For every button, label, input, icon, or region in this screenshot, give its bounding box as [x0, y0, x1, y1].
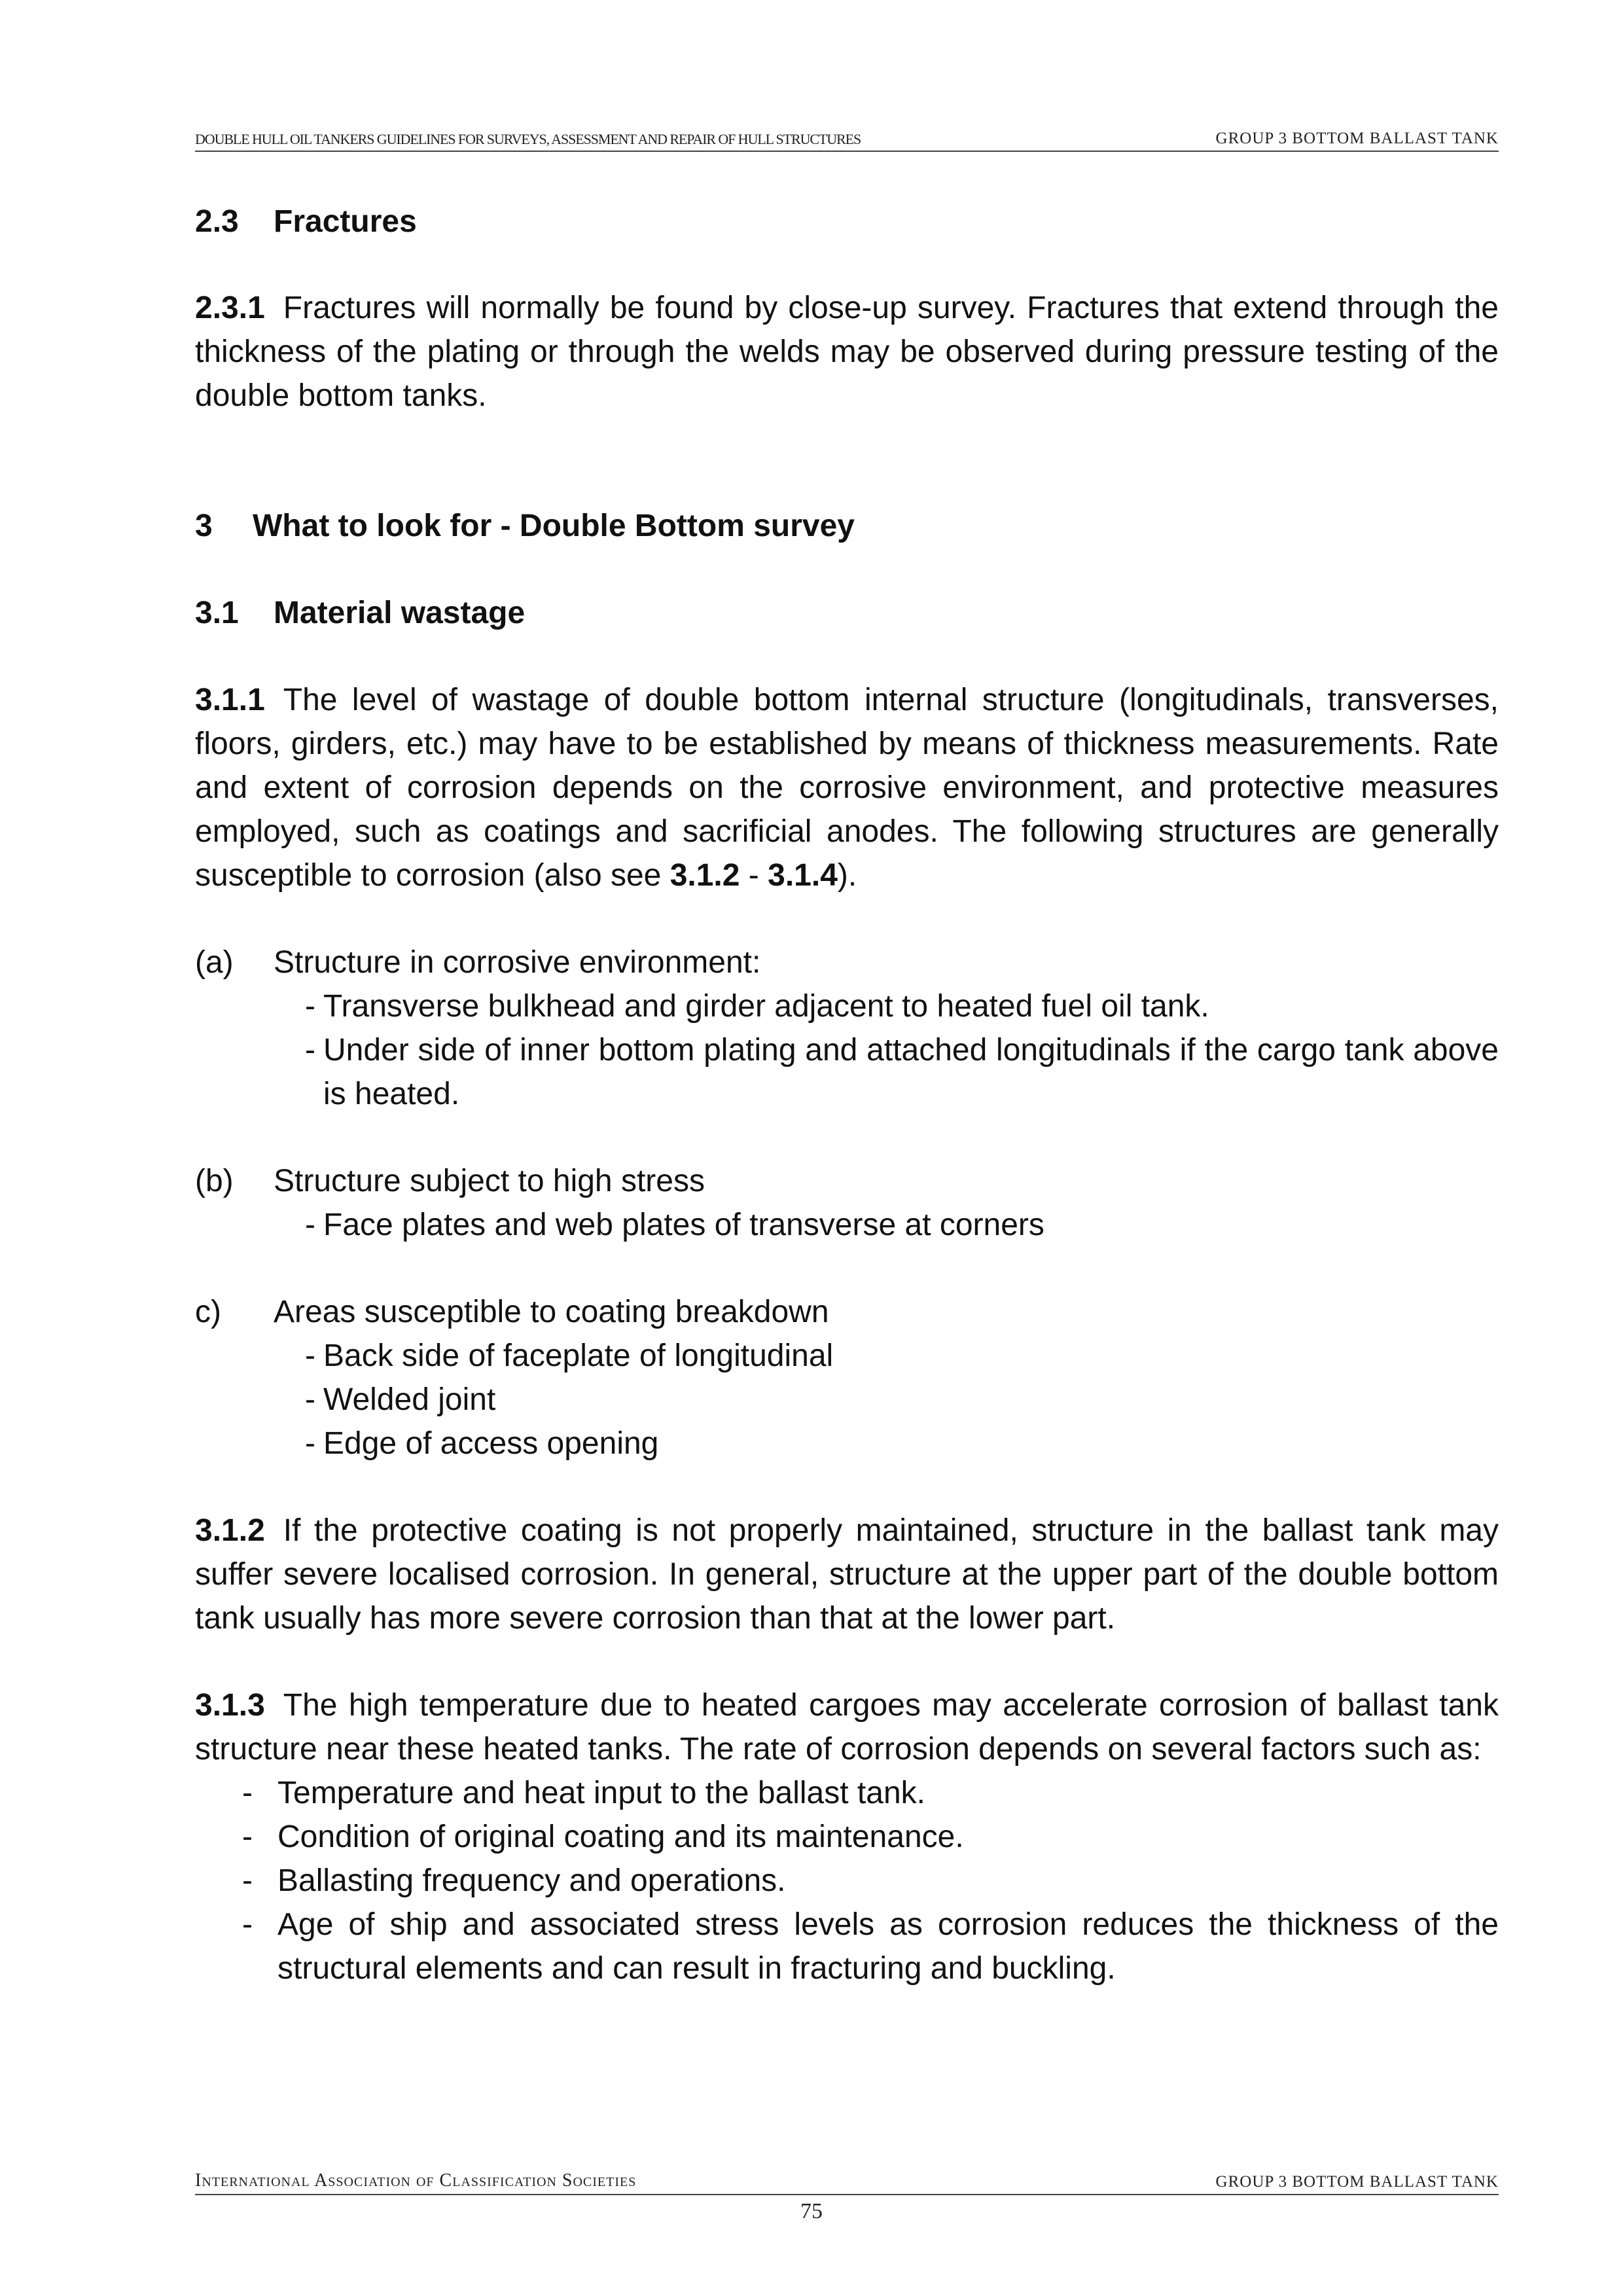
cross-reference: 3.1.2 — [669, 858, 740, 893]
paragraph-text: If the protective coating is not properly maintained, structure in the ballast tank may suffer severe localised corrosion. In general, structure at the upper part of the double bottom tank usually has more severe corrosion than that at the lower part. — [195, 1513, 1499, 1636]
section-number: 2.3 — [195, 204, 239, 239]
item-title: Structure subject to high stress — [274, 1164, 705, 1198]
paragraph-number: 2.3.1 — [195, 291, 265, 325]
paragraph-text: The high temperature due to heated cargoes may accelerate corrosion of ballast tank structure near these heated tanks. The rate of corrosion depends on several factors such as: — [195, 1688, 1499, 1767]
sub-item: - Under side of inner bottom plating and attached longitudinals if the cargo tank above is heated. — [305, 1033, 1499, 1111]
factor-item: - Condition of original coating and its maintenance. — [242, 1820, 964, 1854]
sub-item: - Back side of faceplate of longitudinal — [305, 1338, 834, 1373]
body-content — [195, 200, 1499, 1990]
section-3-heading — [195, 504, 1499, 548]
factor-list — [195, 1771, 1499, 1990]
sub-item-text: Face plates and web plates of transverse at corners — [323, 1208, 1044, 1242]
section-2-3-heading — [195, 200, 1499, 243]
list-item-a — [195, 941, 1499, 1116]
factor-text: Temperature and heat input to the ballast tank. — [277, 1776, 925, 1810]
sub-item-text: Back side of faceplate of longitudinal — [323, 1338, 834, 1373]
factor-text: Condition of original coating and its maintenance. — [277, 1820, 964, 1854]
section-title: What to look for - Double Bottom survey — [253, 509, 855, 543]
sub-item-text: Transverse bulkhead and girder adjacent to heated fuel oil tank. — [323, 989, 1209, 1024]
footer-section: GROUP 3 BOTTOM BALLAST TANK — [1215, 2173, 1499, 2191]
sub-item-text: Under side of inner bottom plating and attached longitudinals if the cargo tank above is heated. — [323, 1033, 1499, 1111]
section-number: 3 — [195, 509, 213, 543]
section-3-1-heading — [195, 591, 1499, 635]
item-label: (b) — [195, 1164, 234, 1198]
item-title: Structure in corrosive environment: — [274, 945, 761, 980]
list-item-b — [195, 1159, 1499, 1247]
footer-organization: International Association of Classification Societies — [195, 2170, 637, 2191]
factor-text: Ballasting frequency and operations. — [277, 1863, 786, 1898]
page-number: 75 — [800, 2199, 823, 2223]
sub-item: - Edge of access opening — [305, 1426, 659, 1461]
section-title: Fractures — [274, 204, 417, 239]
cross-reference: 3.1.4 — [768, 858, 838, 893]
paragraph-end: ). — [837, 858, 857, 893]
item-label: c) — [195, 1295, 221, 1329]
paragraph-number: 3.1.3 — [195, 1688, 265, 1723]
paragraph-3-1-2 — [195, 1509, 1499, 1640]
header-title: DOUBLE HULL OIL TANKERS GUIDELINES FOR SURVEYS, ASSESSMENT AND REPAIR OF HULL STRUCTURES — [195, 131, 861, 147]
factor-item: - Age of ship and associated stress levels as corrosion reduces the thickness of the structural elements and can result in fracturing and buckling. — [242, 1907, 1499, 1986]
paragraph-3-1-1 — [195, 678, 1499, 897]
running-header — [195, 128, 1499, 152]
sub-item-text: Edge of access opening — [323, 1426, 659, 1461]
reference-separator: - — [740, 858, 768, 893]
sub-item: - Welded joint — [305, 1382, 496, 1417]
factor-item: - Temperature and heat input to the ballast tank. — [242, 1776, 925, 1810]
paragraph-2-3-1 — [195, 286, 1499, 418]
sub-item-text: Welded joint — [323, 1382, 496, 1417]
sub-item: - Transverse bulkhead and girder adjacent to heated fuel oil tank. — [305, 989, 1209, 1024]
paragraph-text: The level of wastage of double bottom internal structure (longitudinals, transverses, floors, girders, etc.) may have to be established by means of thickness measurements. Rate and extent of corrosion depends on the corrosive environment, and protective measures employed, such as coatings and sacrificial anodes. The following structures are generally susceptible to corrosion (also see — [195, 683, 1499, 893]
item-label: (a) — [195, 945, 234, 980]
list-item-c — [195, 1290, 1499, 1465]
section-title: Material wastage — [274, 596, 526, 630]
item-title: Areas susceptible to coating breakdown — [274, 1295, 829, 1329]
running-footer — [195, 2172, 1499, 2195]
paragraph-text: Fractures will normally be found by close-up survey. Fractures that extend through the thickness of the plating or through the welds may be observed during pressure testing of the double bottom tanks. — [195, 291, 1499, 413]
factor-item: - Ballasting frequency and operations. — [242, 1863, 786, 1898]
paragraph-3-1-3 — [195, 1683, 1499, 1771]
factor-text: Age of ship and associated stress levels as corrosion reduces the thickness of the structural elements and can result in fracturing and buckling. — [277, 1907, 1499, 1986]
sub-item: - Face plates and web plates of transverse at corners — [305, 1208, 1044, 1242]
paragraph-number: 3.1.1 — [195, 683, 265, 717]
header-section: GROUP 3 BOTTOM BALLAST TANK — [1215, 130, 1499, 147]
paragraph-number: 3.1.2 — [195, 1513, 265, 1548]
section-number: 3.1 — [195, 596, 239, 630]
